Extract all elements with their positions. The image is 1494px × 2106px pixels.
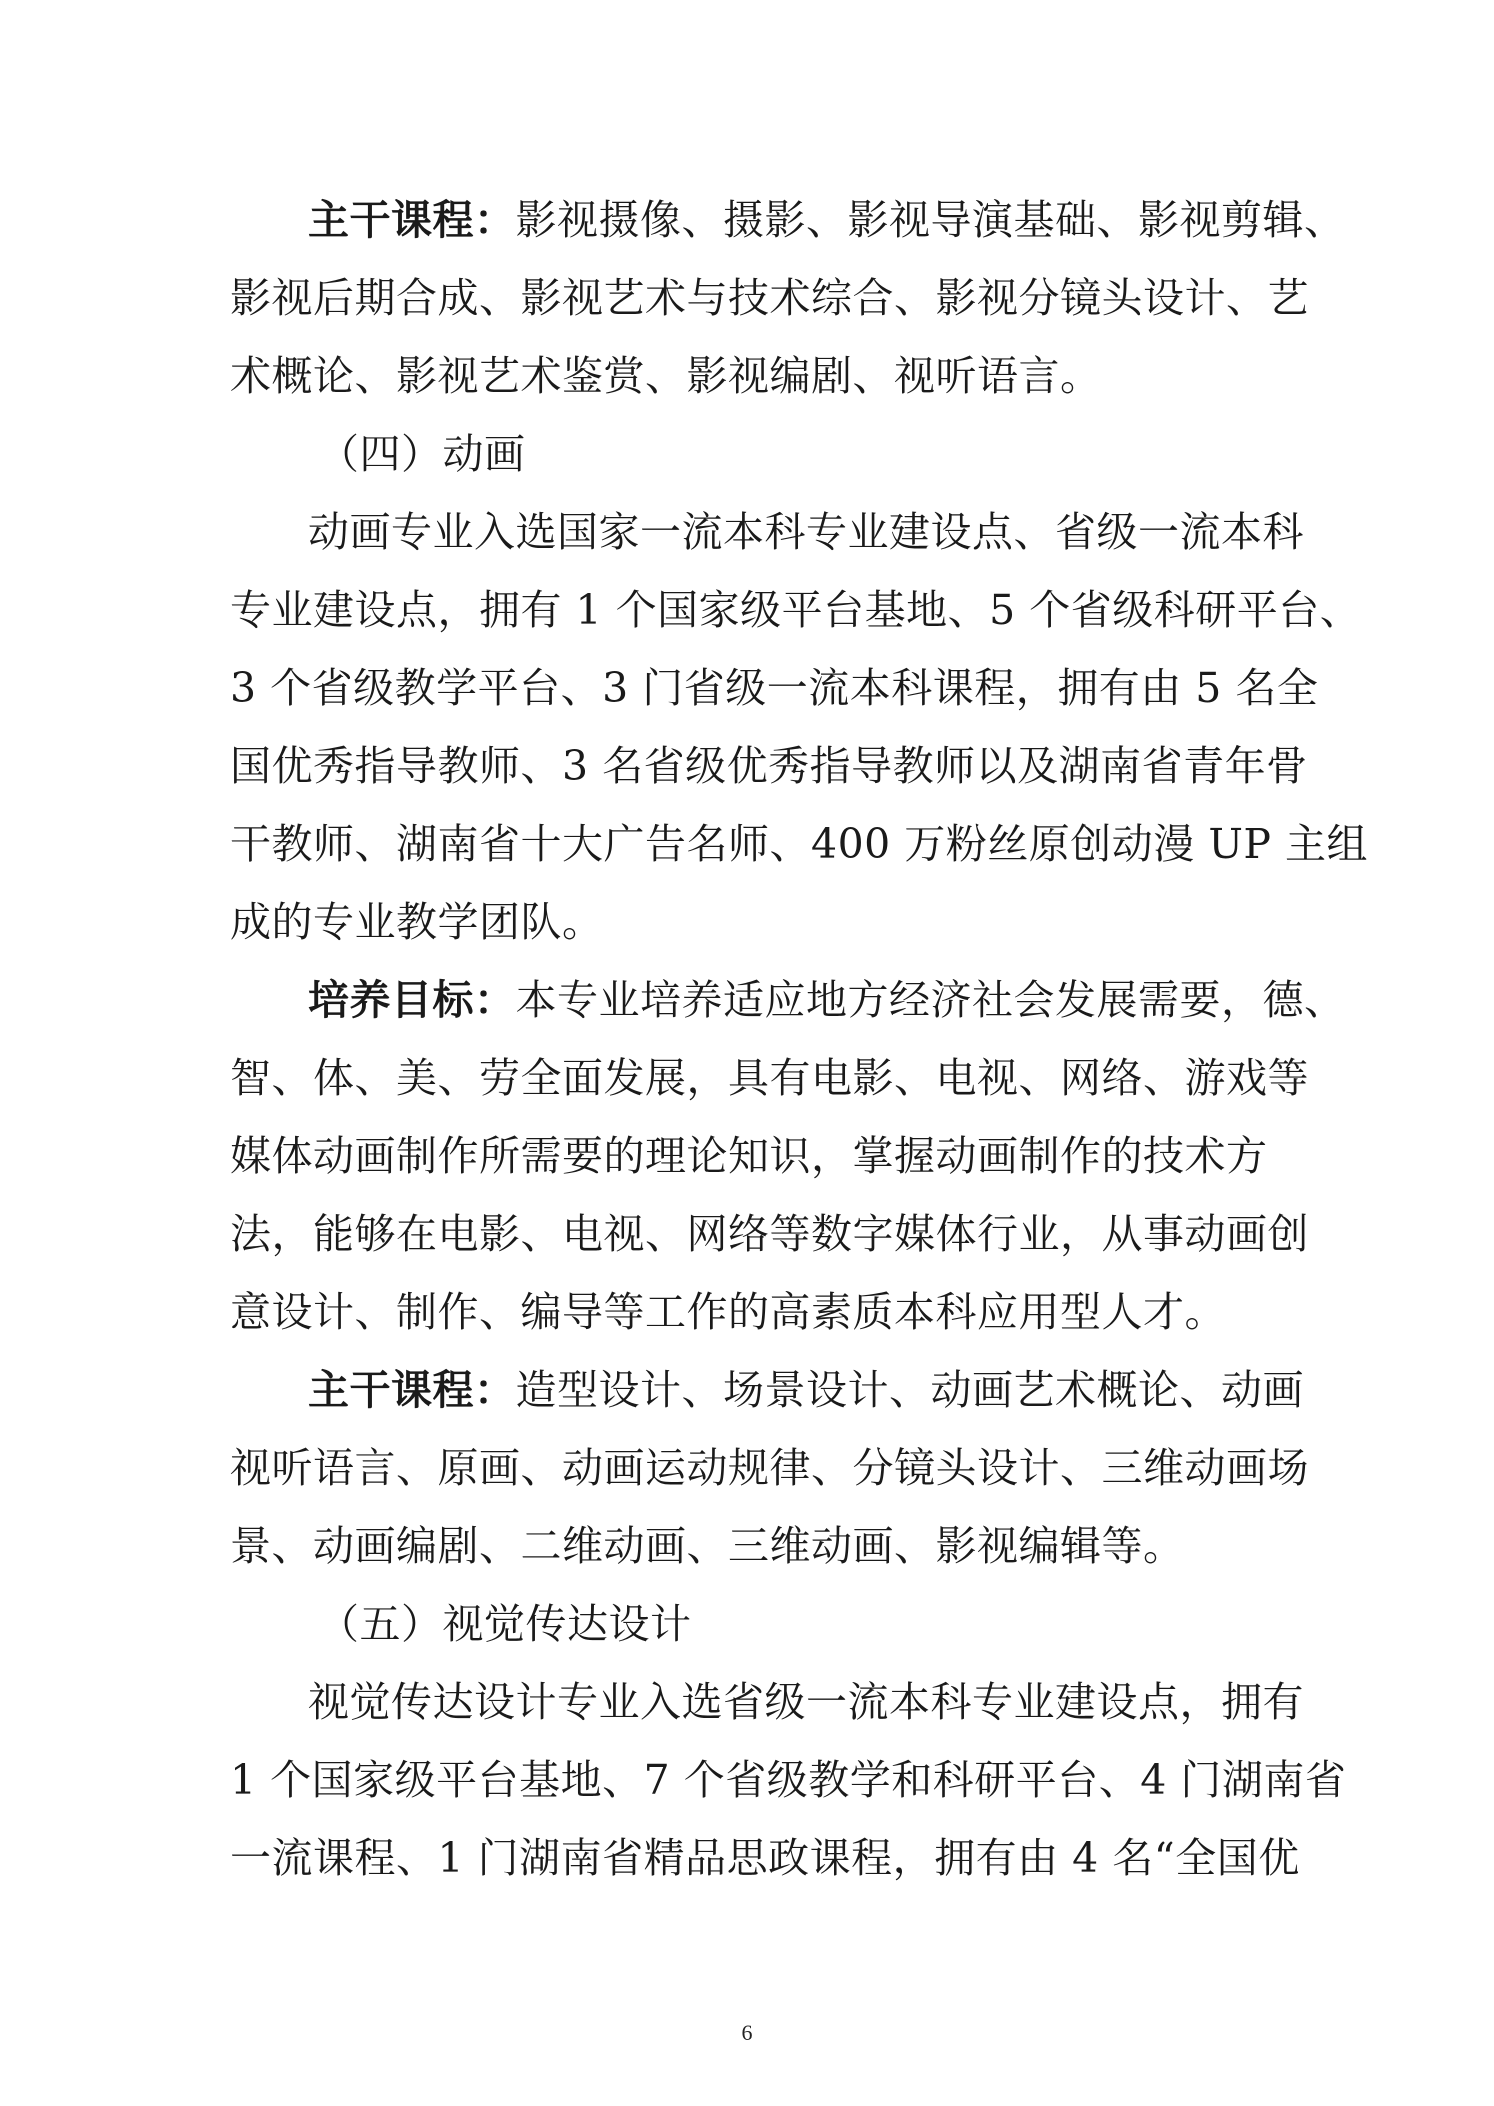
paragraph-line: [308, 190, 1348, 250]
paragraph-line: 媒体动画制作所需要的理论知识，掌握动画制作的技术方: [230, 1132, 1268, 1180]
paragraph-line: 法，能够在电影、电视、网络等数字媒体行业，从事动画创: [230, 1210, 1309, 1258]
paragraph-line: 景、动画编剧、二维动画、三维动画、影视编辑等。: [230, 1522, 1185, 1570]
paragraph-line: 干教师、湖南省十大广告名师、400 万粉丝原创动漫 UP 主组: [230, 820, 1368, 868]
goal-text: 本专业培养适应地方经济社会发展需要，德、: [515, 976, 1346, 1024]
courses-label: 主干课程：: [308, 1366, 516, 1414]
paragraph-line: 1 个国家级平台基地、7 个省级教学和科研平台、4 门湖南省: [230, 1756, 1347, 1804]
paragraph-line: 国优秀指导教师、3 名省级优秀指导教师以及湖南省青年骨: [230, 742, 1308, 790]
paragraph-line: [308, 1360, 1348, 1420]
paragraph-line: 意设计、制作、编导等工作的高素质本科应用型人才。: [230, 1288, 1226, 1336]
paragraph-line: [308, 970, 1348, 1030]
page-number: 6: [741, 2020, 753, 2045]
paragraph-line: 视听语言、原画、动画运动规律、分镜头设计、三维动画场: [230, 1444, 1309, 1492]
paragraph-line: 专业建设点，拥有 1 个国家级平台基地、5 个省级科研平台、: [230, 586, 1362, 634]
paragraph-line: 3 个省级教学平台、3 门省级一流本科课程，拥有由 5 名全: [230, 664, 1319, 712]
paragraph-line: 影视后期合成、影视艺术与技术综合、影视分镜头设计、艺: [230, 274, 1309, 322]
goal-label: 培养目标：: [308, 976, 516, 1024]
courses-text: 影视摄像、摄影、影视导演基础、影视剪辑、: [515, 196, 1346, 244]
paragraph-line: 视觉传达设计专业入选省级一流本科专业建设点，拥有: [308, 1678, 1304, 1726]
paragraph-line: 智、体、美、劳全面发展，具有电影、电视、网络、游戏等: [230, 1054, 1309, 1102]
paragraph-line: 成的专业教学团队。: [230, 898, 604, 946]
paragraph-line: 一流课程、1 门湖南省精品思政课程，拥有由 4 名“全国优: [230, 1834, 1300, 1882]
courses-text: 造型设计、场景设计、动画艺术概论、动画: [515, 1366, 1304, 1414]
courses-label: 主干课程：: [308, 196, 516, 244]
paragraph-line: 动画专业入选国家一流本科专业建设点、省级一流本科: [308, 508, 1304, 556]
paragraph-line: 术概论、影视艺术鉴赏、影视编剧、视听语言。: [230, 352, 1102, 400]
section-heading-visual-communication: （五）视觉传达设计: [318, 1600, 692, 1648]
section-heading-animation: （四）动画: [318, 430, 526, 478]
